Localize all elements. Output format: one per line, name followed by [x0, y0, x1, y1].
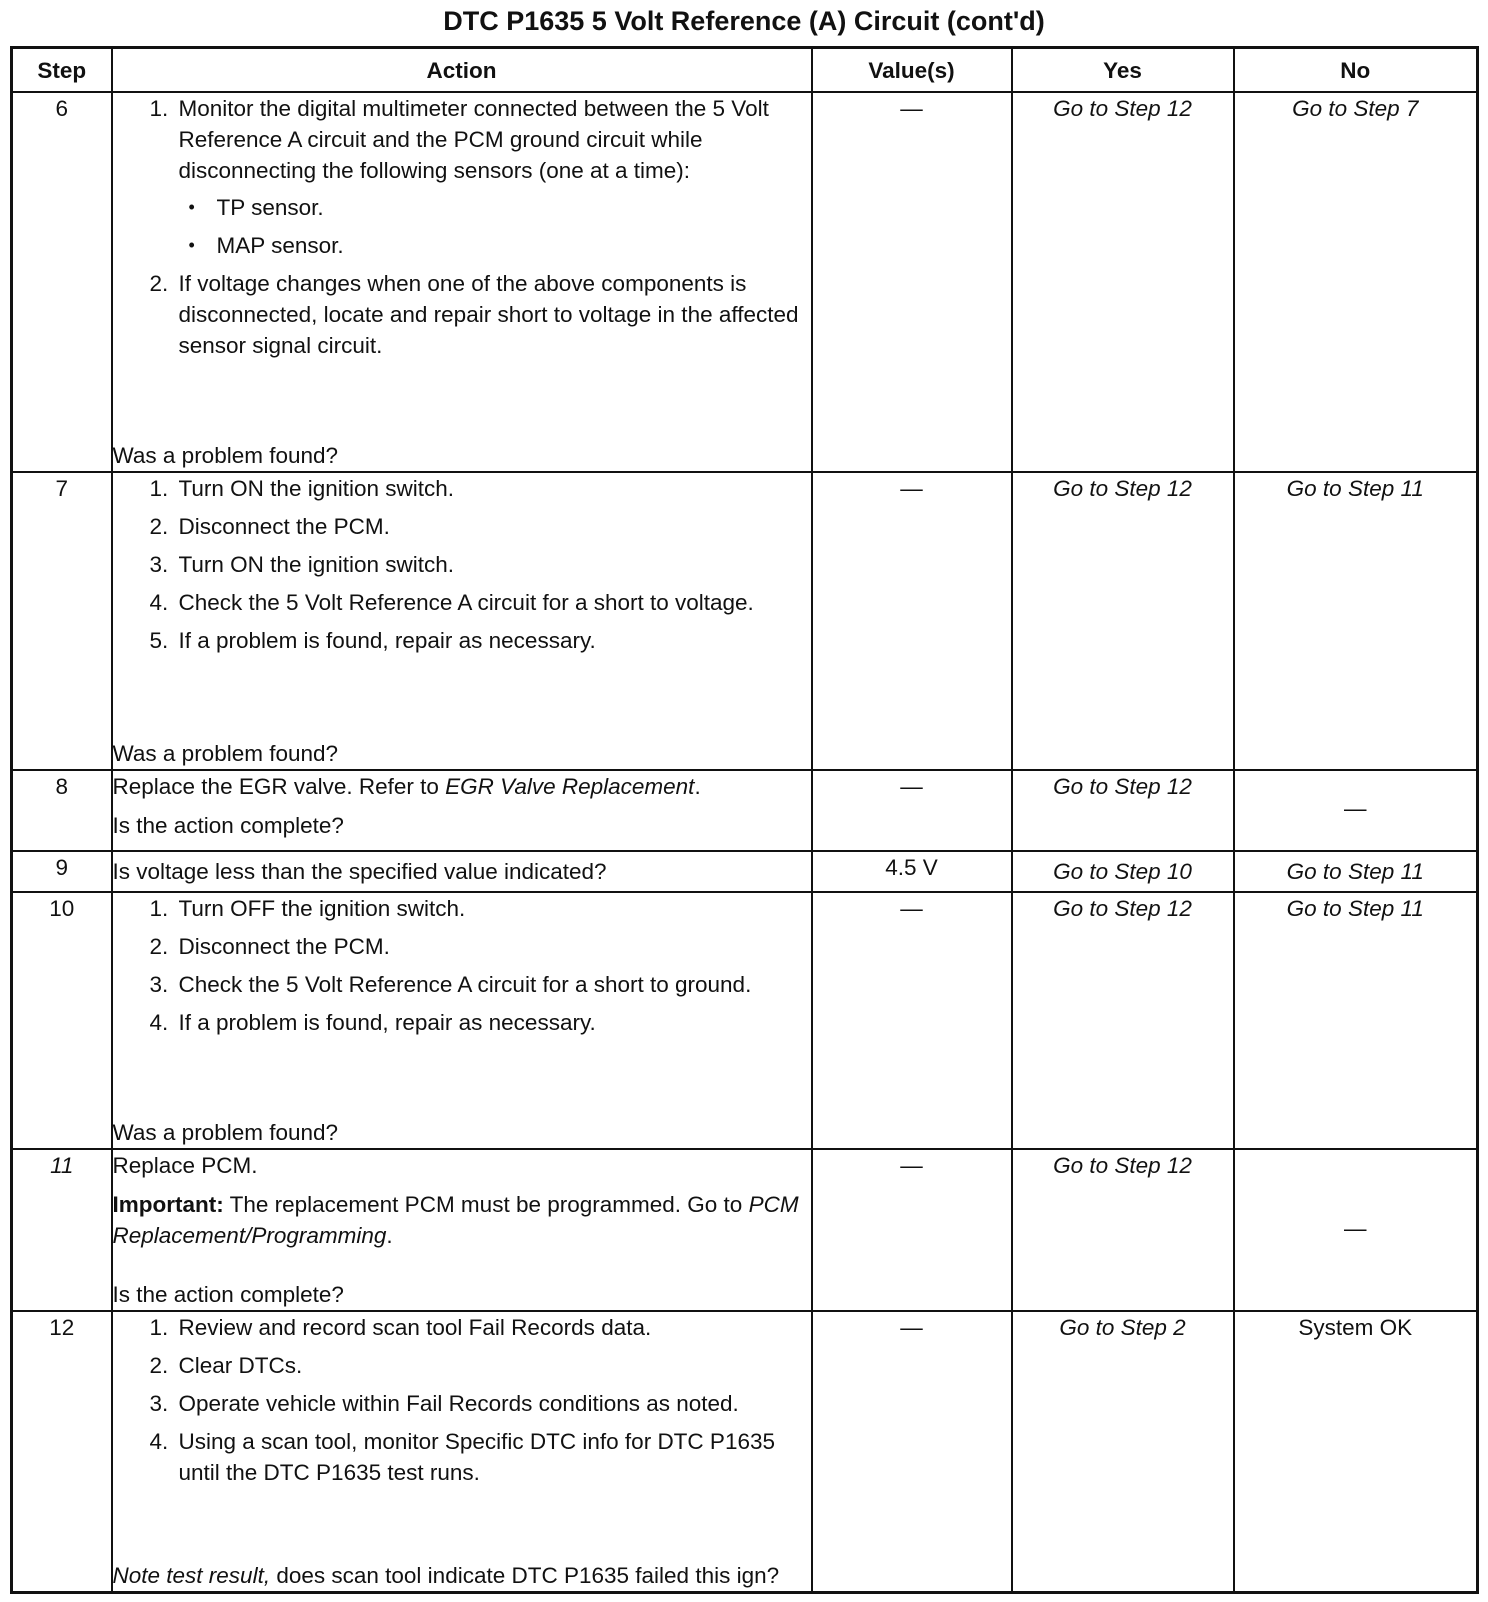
action-step: 1. Turn OFF the ignition switch.	[175, 893, 811, 924]
important-label: Important:	[112, 1192, 224, 1218]
page-title: DTC P1635 5 Volt Reference (A) Circuit (cont'd)	[443, 6, 1045, 36]
no-cell: System OK	[1234, 1311, 1478, 1593]
yes-cell: Go to Step 12	[1012, 892, 1234, 1149]
sensor-list	[179, 192, 811, 261]
table-header-row	[12, 48, 1478, 93]
action-cell	[112, 770, 812, 852]
value-cell: —	[812, 472, 1012, 770]
question-text: Is the action complete?	[112, 812, 344, 838]
diagnostic-table	[10, 46, 1479, 1594]
question-text: Was a problem found?	[112, 442, 339, 468]
action-step: 2. Disconnect the PCM.	[175, 511, 811, 542]
action-step: 1. Monitor the digital multimeter connected between the 5 Volt Reference A circuit and the PCM ground circuit while disconnecting the following sensors (one at a time): • TP sensor. • MAP sensor.	[175, 93, 811, 261]
action-step: 4. If a problem is found, repair as necessary.	[175, 1007, 811, 1038]
no-cell: Go to Step 11	[1234, 851, 1478, 892]
action-steps	[113, 893, 811, 1038]
table-row-step-10	[12, 892, 1478, 1149]
step-number: 6	[12, 92, 112, 472]
action-steps	[113, 1312, 811, 1488]
action-cell	[112, 92, 812, 472]
sensor-item: • TP sensor.	[213, 192, 811, 223]
step-number: 8	[12, 770, 112, 852]
question-text: Was a problem found?	[112, 1120, 339, 1146]
table-row-step-11	[12, 1149, 1478, 1310]
action-cell	[112, 1149, 812, 1310]
no-cell: —	[1234, 770, 1478, 852]
header-value: Value(s)	[812, 48, 1012, 93]
header-no: No	[1234, 48, 1478, 93]
yes-cell: Go to Step 12	[1012, 770, 1234, 852]
yes-cell: Go to Step 12	[1012, 472, 1234, 770]
action-step: 2. Disconnect the PCM.	[175, 931, 811, 962]
step-number: 11	[12, 1149, 112, 1310]
table-row-step-6	[12, 92, 1478, 472]
no-cell: Go to Step 7	[1234, 92, 1478, 472]
table-row-step-8	[12, 770, 1478, 852]
reference-link: EGR Valve Replacement	[445, 773, 695, 799]
action-step: 4. Using a scan tool, monitor Specific DTC info for DTC P1635 until the DTC P1635 test runs.	[175, 1426, 811, 1488]
action-step: 5. If a problem is found, repair as necessary.	[175, 625, 811, 656]
header-yes: Yes	[1012, 48, 1234, 93]
yes-cell: Go to Step 12	[1012, 1149, 1234, 1310]
no-cell: Go to Step 11	[1234, 472, 1478, 770]
yes-cell: Go to Step 2	[1012, 1311, 1234, 1593]
question-text: Is voltage less than the specified value indicated?	[112, 859, 607, 885]
header-step: Step	[12, 48, 112, 93]
action-step: 3. Turn ON the ignition switch.	[175, 549, 811, 580]
reference-link: PCM Replacement/Programming	[112, 1192, 799, 1249]
value-cell: 4.5 V	[812, 851, 1012, 892]
step-number: 7	[12, 472, 112, 770]
value-cell: —	[812, 892, 1012, 1149]
action-text: Replace PCM.	[112, 1153, 258, 1179]
sensor-item: • MAP sensor.	[213, 230, 811, 261]
action-step: 1. Turn ON the ignition switch.	[175, 473, 811, 504]
question-text: Note test result, does scan tool indicate DTC P1635 failed this ign?	[112, 1563, 780, 1588]
action-step: 3. Check the 5 Volt Reference A circuit for a short to ground.	[175, 969, 811, 1000]
table-row-step-12	[12, 1311, 1478, 1593]
action-cell	[112, 851, 812, 892]
action-step: 3. Operate vehicle within Fail Records conditions as noted.	[175, 1388, 811, 1419]
action-text: Replace the EGR valve. Refer to EGR Valve Replacement.	[112, 773, 701, 799]
step-number: 9	[12, 851, 112, 892]
action-step: 2. If voltage changes when one of the above components is disconnected, locate and repair short to voltage in the affected sensor signal circuit.	[175, 268, 811, 361]
action-cell	[112, 892, 812, 1149]
important-note: Important: The replacement PCM must be programmed. Go to PCM Replacement/Programming.	[112, 1192, 799, 1249]
table-row-step-9	[12, 851, 1478, 892]
header-action: Action	[112, 48, 812, 93]
action-step: 4. Check the 5 Volt Reference A circuit for a short to voltage.	[175, 587, 811, 618]
value-cell: —	[812, 770, 1012, 852]
step-number: 12	[12, 1311, 112, 1593]
step-number: 10	[12, 892, 112, 1149]
action-cell	[112, 1311, 812, 1593]
value-cell: —	[812, 92, 1012, 472]
question-text: Is the action complete?	[112, 1281, 344, 1307]
value-cell: —	[812, 1311, 1012, 1593]
yes-cell: Go to Step 10	[1012, 851, 1234, 892]
no-cell: Go to Step 11	[1234, 892, 1478, 1149]
question-text: Was a problem found?	[112, 740, 339, 766]
yes-cell: Go to Step 12	[1012, 92, 1234, 472]
no-cell: —	[1234, 1149, 1478, 1310]
action-steps	[113, 93, 811, 361]
value-cell: —	[812, 1149, 1012, 1310]
action-step: 1. Review and record scan tool Fail Records data.	[175, 1312, 811, 1343]
table-row-step-7	[12, 472, 1478, 770]
action-cell	[112, 472, 812, 770]
action-steps	[113, 473, 811, 656]
action-step: 2. Clear DTCs.	[175, 1350, 811, 1381]
